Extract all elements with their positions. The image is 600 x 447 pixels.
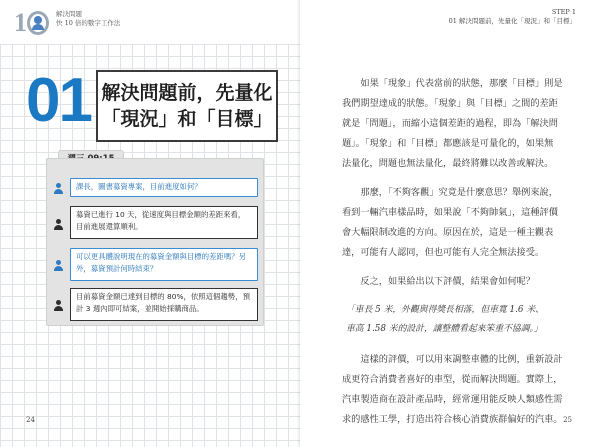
paragraph <box>342 74 574 174</box>
text-line: 這樣的評價，可以用來調整車體的比例，重新設計 <box>360 354 563 365</box>
chat-message: 募資已進行 10 天，從速度與目標金額的差距來看，目前進展還算順利。 <box>70 206 258 239</box>
chat-message: 課長，圖書募資專案，目前進度如何？ <box>70 178 258 197</box>
book-title-header <box>56 10 120 28</box>
paragraph <box>342 183 574 263</box>
chapter-title-line-2: 「現況」和「目標」 <box>101 108 273 130</box>
header-line-1: 解決問題 <box>56 10 82 18</box>
person-icon <box>53 300 64 312</box>
person-icon <box>53 219 64 231</box>
person-icon <box>53 260 64 272</box>
chapter-title-line-1: 解決問題前，先量化 <box>101 82 273 104</box>
chat-message: 目前募資金額已達到目標的 80%，依照這個趨勢，預計 3 週內即可結案，並開始採購商品。 <box>70 288 258 321</box>
quote-line: 「車長 5 米，外觀與得獎長相落，但車寬 1.6 米、 <box>346 305 544 315</box>
text-line: 求的感性工學，打造出符合核心消費族群偏好的汽車。 <box>342 414 563 425</box>
text-line: 汽車製造商在設計產品時，經常運用能反映人類感性需 <box>342 394 563 405</box>
section-label: 01 解決問題前，先量化「現況」和「目標」 <box>448 17 576 25</box>
chat-message: 可以更具體說明現在的募資金額與目標的差距嗎？另外，募資預計何時結束？ <box>70 248 258 281</box>
quote-line: 車高 1.58 米的設計，讓整體看起來笨重不協調。」 <box>346 324 543 334</box>
text-line: 如果「現象」代表當前的狀態，那麼「目標」則是 <box>360 78 563 89</box>
paragraph <box>342 350 574 430</box>
text-line: 我們期望達成的狀態。「現象」與「目標」之間的差距 <box>342 98 558 109</box>
header-line-2: 快 10 倍的數字工作法 <box>56 19 121 27</box>
text-line: 反之，如果給出以下評價，結果會如何呢？ <box>360 276 535 287</box>
chapter-number: 01 <box>26 66 91 135</box>
text-line: 達，可能有人認同，但也可能有人完全無法接受。 <box>342 247 545 258</box>
page-number-right: 25 <box>563 416 572 424</box>
text-line: 題」。「現象」和「目標」都應該是可量化的，如果無 <box>342 138 554 149</box>
quote-block <box>342 301 574 339</box>
right-running-header <box>449 8 576 26</box>
text-line: 會大幅限制改進的方向。原因在於，這是一種主觀表 <box>342 227 554 238</box>
paragraph <box>342 272 574 292</box>
text-line: 看到一輛汽車樣品時，如果說「不夠帥氣」，這種評價 <box>342 207 558 218</box>
body-text <box>342 74 574 439</box>
chapter-title-box <box>96 70 278 142</box>
series-logo-icon: 1 <box>14 8 52 38</box>
left-running-header <box>14 8 120 42</box>
chapter-heading <box>26 66 276 140</box>
text-line: 那麼，「不夠客觀」究竟是什麼意思？舉例來說， <box>360 187 558 198</box>
chapter-title <box>98 80 276 132</box>
text-line: 就是「問題」，而縮小這個差距的過程，即為「解決問 <box>342 118 558 129</box>
text-line: 成更符合消費者喜好的車型，從而解決問題。實際上， <box>342 374 563 385</box>
page-number-left: 24 <box>26 416 35 424</box>
step-label: STEP 1 <box>551 8 576 16</box>
person-icon <box>53 183 64 195</box>
text-line: 法量化，問題也無法量化，最終將難以改善或解決。 <box>342 158 554 169</box>
